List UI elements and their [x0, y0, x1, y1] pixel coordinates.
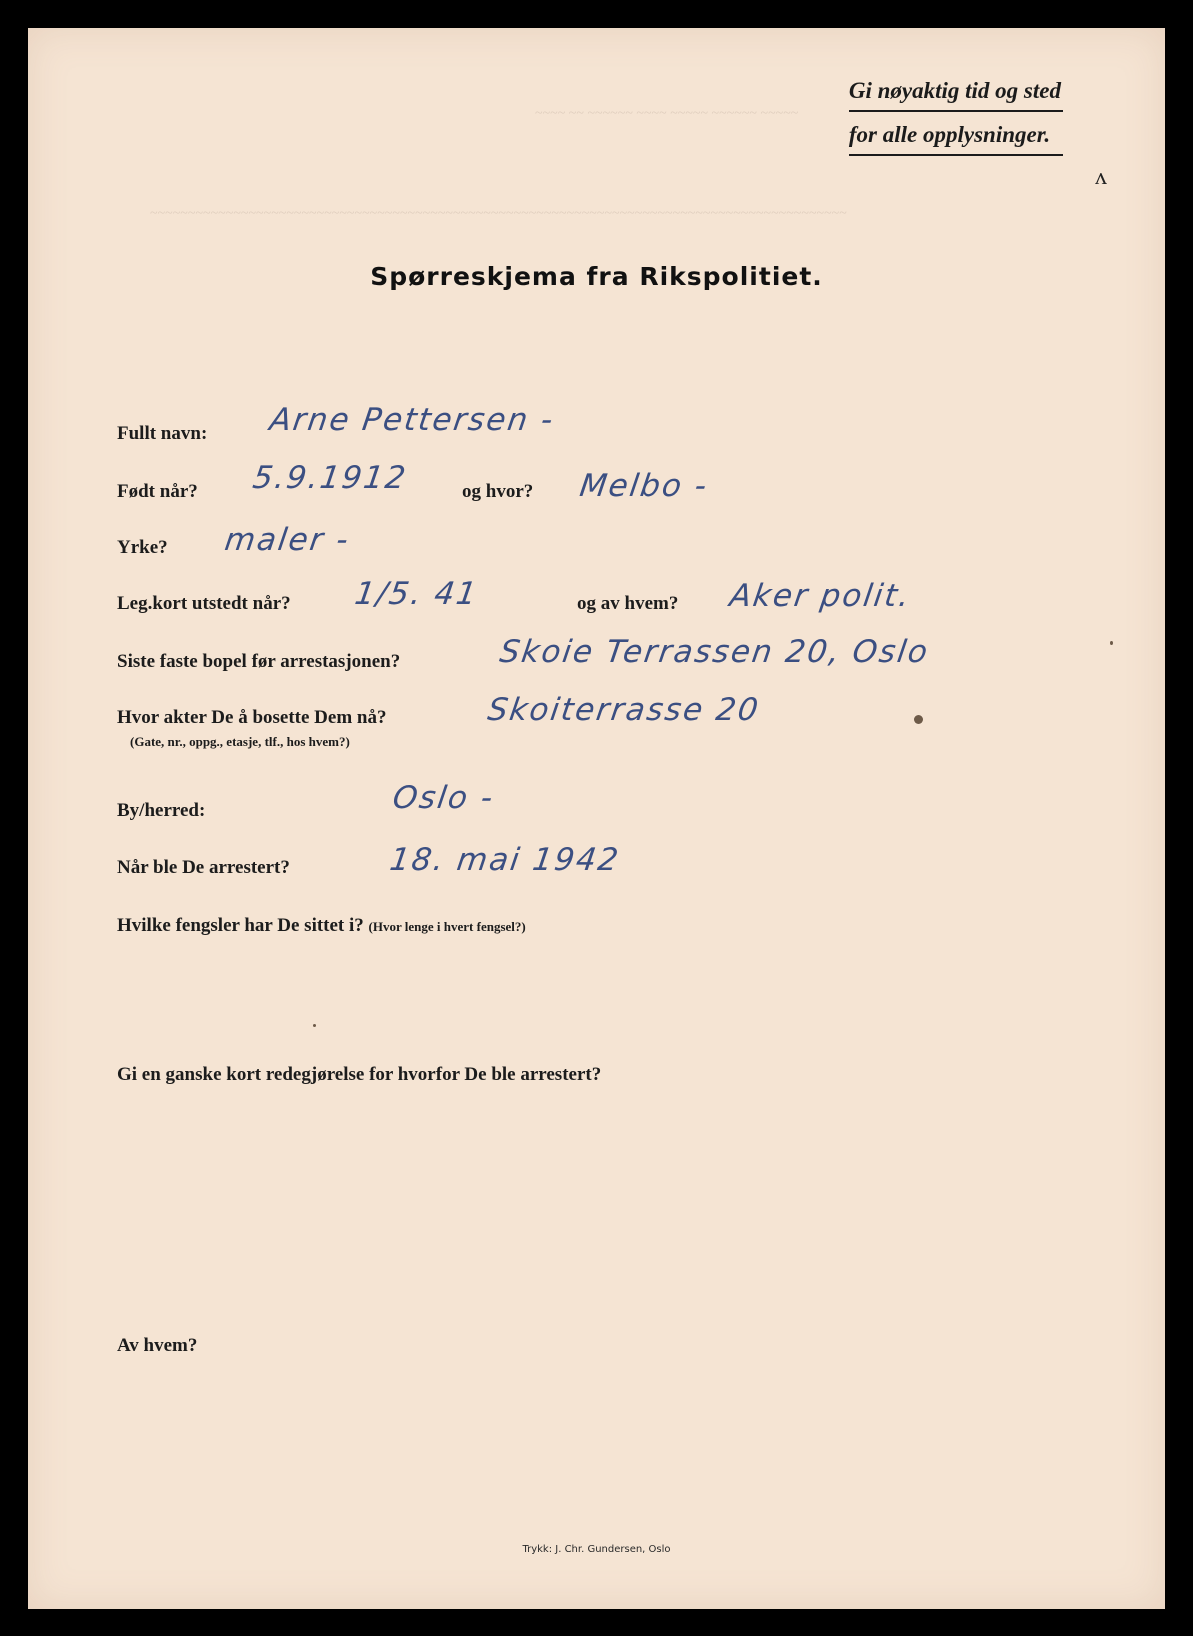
bleed-through-text: ~~~~ ~~ ~~~~~~ ~~~~ ~~~~~ ~~~~~~ ~~~~~ [535, 106, 799, 121]
id-card-by-value: Aker polit. [727, 578, 914, 614]
born-where-label: og hvor? [462, 481, 534, 502]
arrested-when-label: Når ble De arrestert? [117, 857, 290, 878]
paper-speck [313, 1024, 316, 1027]
form-title: Spørreskjema fra Rikspolitiet. [370, 262, 823, 291]
prisons-label [117, 915, 526, 937]
born-when-label: Født når? [117, 481, 198, 502]
id-card-when-value: 1/5. 41 [352, 576, 481, 612]
full-name-label: Fullt navn: [117, 423, 208, 444]
paper-speck [1110, 641, 1113, 645]
full-name-value: Arne Pettersen - [267, 402, 557, 438]
arrested-when-value: 18. mai 1942 [387, 842, 623, 878]
prisons-hint: (Hvor lenge i hvert fengsel?) [368, 919, 526, 934]
settle-where-label: Hvor akter De å bosette Dem nå? [117, 707, 387, 728]
last-address-value: Skoie Terrassen 20, Oslo [497, 634, 932, 670]
bleed-through-text: ~~~~~~~~~~~~~~~~~~~~~~~~~~~~~~~~~~~~~~~~~~~~~~~~~~~~~~~~~~~~~~~~~~~~~~~~~~~~~~~~~~~~~~~~~~~~ [150, 206, 847, 221]
occupation-label: Yrke? [117, 537, 168, 558]
born-where-value: Melbo - [577, 468, 711, 504]
born-when-value: 5.9.1912 [250, 460, 410, 496]
settle-where-value: Skoiterrasse 20 [485, 692, 763, 728]
printer-imprint: Trykk: J. Chr. Gundersen, Oslo [522, 1544, 671, 1555]
pen-tick-mark: ʌ [1095, 164, 1107, 190]
settle-where-hint: (Gate, nr., oppg., etasje, tlf., hos hvem?) [130, 734, 350, 749]
id-card-by-label: og av hvem? [577, 593, 679, 614]
instruction-notice [849, 72, 1063, 156]
prisons-question: Hvilke fengsler har De sittet i? [117, 915, 364, 936]
arrested-by-label: Av hvem? [117, 1335, 198, 1356]
arrest-reason-label: Gi en ganske kort redegjørelse for hvorfor De ble arrestert? [117, 1064, 602, 1085]
municipality-label: By/herred: [117, 800, 206, 821]
notice-line-2: for alle opplysninger. [849, 116, 1063, 156]
last-address-label: Siste faste bopel før arrestasjonen? [117, 651, 401, 672]
notice-line-1: Gi nøyaktig tid og sted [849, 72, 1063, 112]
ink-spot [914, 715, 923, 724]
occupation-value: maler - [222, 522, 353, 558]
id-card-when-label: Leg.kort utstedt når? [117, 593, 291, 614]
municipality-value: Oslo - [390, 780, 497, 816]
